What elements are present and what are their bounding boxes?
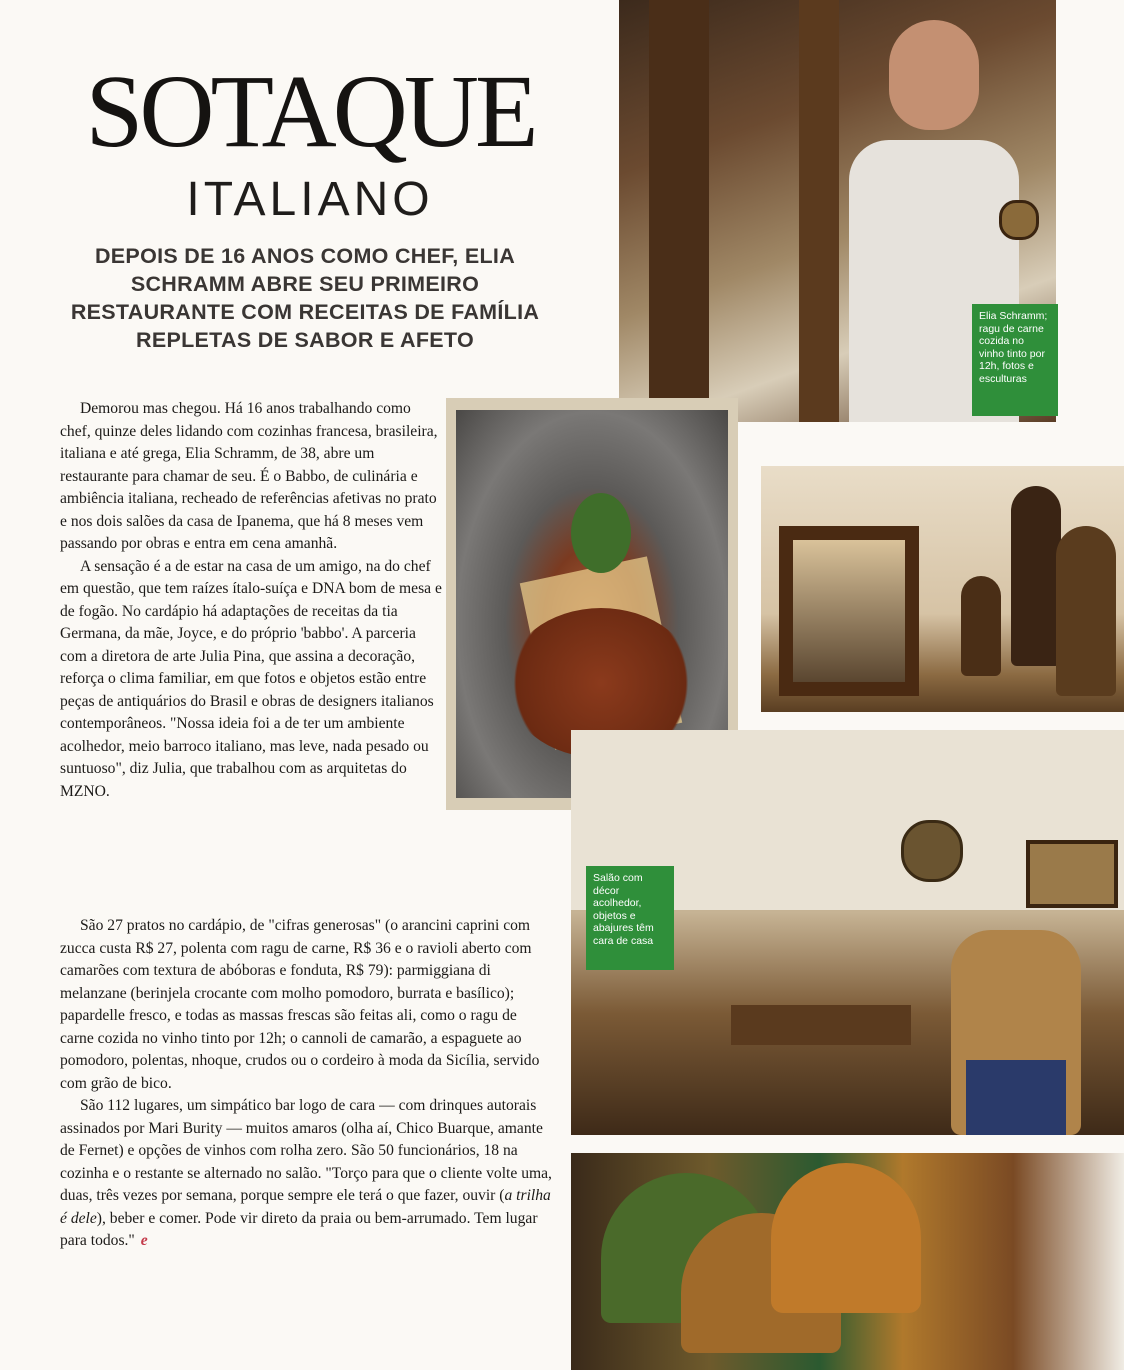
article-paragraph-4-end: ), beber e comer. Pode vir direto da praia ou bem-arrumado. Tem lugar para todos."	[60, 1209, 538, 1249]
article-column-1	[60, 398, 442, 803]
saint-statue-3	[1056, 526, 1116, 696]
old-photo	[793, 540, 905, 682]
article-paragraph-4	[60, 1095, 552, 1253]
decorative-plate	[901, 820, 963, 882]
wall-plate	[999, 200, 1039, 240]
headline-subtitle: ITALIANO	[186, 173, 434, 226]
basil-leaves	[571, 493, 631, 573]
article-column-2	[60, 915, 552, 1253]
headline-title: SOTAQUE	[85, 54, 535, 169]
chef-caption: Elia Schramm; ragu de carne cozida no vinho tinto por 12h, fotos e esculturas	[972, 304, 1058, 416]
article-paragraph-3: São 27 pratos no cardápio, de "cifras generosas" (o arancini caprini com zucca custa R$ 27, polenta com ragu de carne, R$ 36 e o ravioli aberto com camarões com textura de abóboras e fonduta, R$ 79): parmiggiana di melanzane (berinjela crocante com molho pomodoro, burrata e basílico); papardelle fresco, e todas as massas frescas são feitas ali, como o ragu de carne cozida no vinho tinto por 12h; o cannoli de camarão, a espaguete ao pomodoro, polentas, nhoque, crudos ou o cordeiro à moda da Sicília, servido com grão de bico.	[60, 917, 540, 1092]
article-paragraph-2: A sensação é a de estar na casa de um amigo, na do chef em questão, que tem raízes ítalo-suíça e DNA bom de mesa e de fogão. No cardápio há adaptações de receitas da tia Germana, da mãe, Joyce, e do próprio 'babbo'. A parceria com a diretora de arte Julia Pina, que assina a decoração, reforça o clima familiar, em que fotos e objetos estão entre peças de antiquários do Brasil e obras de designers italianos contemporâneos. "Nossa ideia foi a de ter um ambiente acolhedor, meio barroco italiano, mas leve, nada pesado ou suntuoso", diz Julia, que trabalhou com as arquitetas do MZNO.	[60, 557, 442, 800]
article-paragraph-1: Demorou mas chegou. Há 16 anos trabalhando como chef, quinze deles lidando com cozinhas francesa, brasileira, italiana e até grega, Elia Schramm, de 38, abre um restaurante para chamar de seu. É o Babbo, de culinária e ambiência italiana, recheado de referências afetivas no prato e nos dois salões da casa de Ipanema, que há 8 meses vem passando por obras e entra em cena amanhã.	[60, 400, 438, 552]
picture-frame	[779, 526, 919, 696]
saint-statue-2	[961, 576, 1001, 676]
door-frame	[649, 0, 709, 422]
saint-statue-1	[1011, 486, 1061, 666]
dining-table	[731, 1005, 911, 1045]
article-paragraph-4-italic: a trilha é dele	[60, 1187, 551, 1227]
wall-painting	[1026, 840, 1118, 908]
pinocchio-overalls	[966, 1060, 1066, 1135]
lamps-photo	[571, 1153, 1124, 1370]
shelf-photo	[761, 466, 1124, 712]
door-edge	[799, 0, 839, 422]
room-caption: Salão com décor acolhedor, objetos e abajures têm cara de casa	[586, 866, 674, 970]
chef-face	[889, 20, 979, 130]
end-mark: e	[140, 1232, 148, 1249]
headline-dek: DEPOIS DE 16 ANOS COMO CHEF, ELIA SCHRAMM ABRE SEU PRIMEIRO RESTAURANTE COM RECEITAS DE FAMÍLIA REPLETAS DE SABOR E AFETO	[70, 244, 540, 352]
article-paragraph-4-start: São 112 lugares, um simpático bar logo de cara — com drinques autorais assinados por Mari Burity — muitos amaros (olha aí, Chico Buarque, amante de Fernet) e opções de vinhos com rolha zero. São 50 funcionários, 18 na cozinha e o restante se alternado no salão. "Torço para que o cliente volte uma, duas, três vezes por semana, porque sempre ele terá o que fazer, ouvir (	[60, 1097, 552, 1204]
tiffany-lamp-amber	[771, 1163, 921, 1313]
